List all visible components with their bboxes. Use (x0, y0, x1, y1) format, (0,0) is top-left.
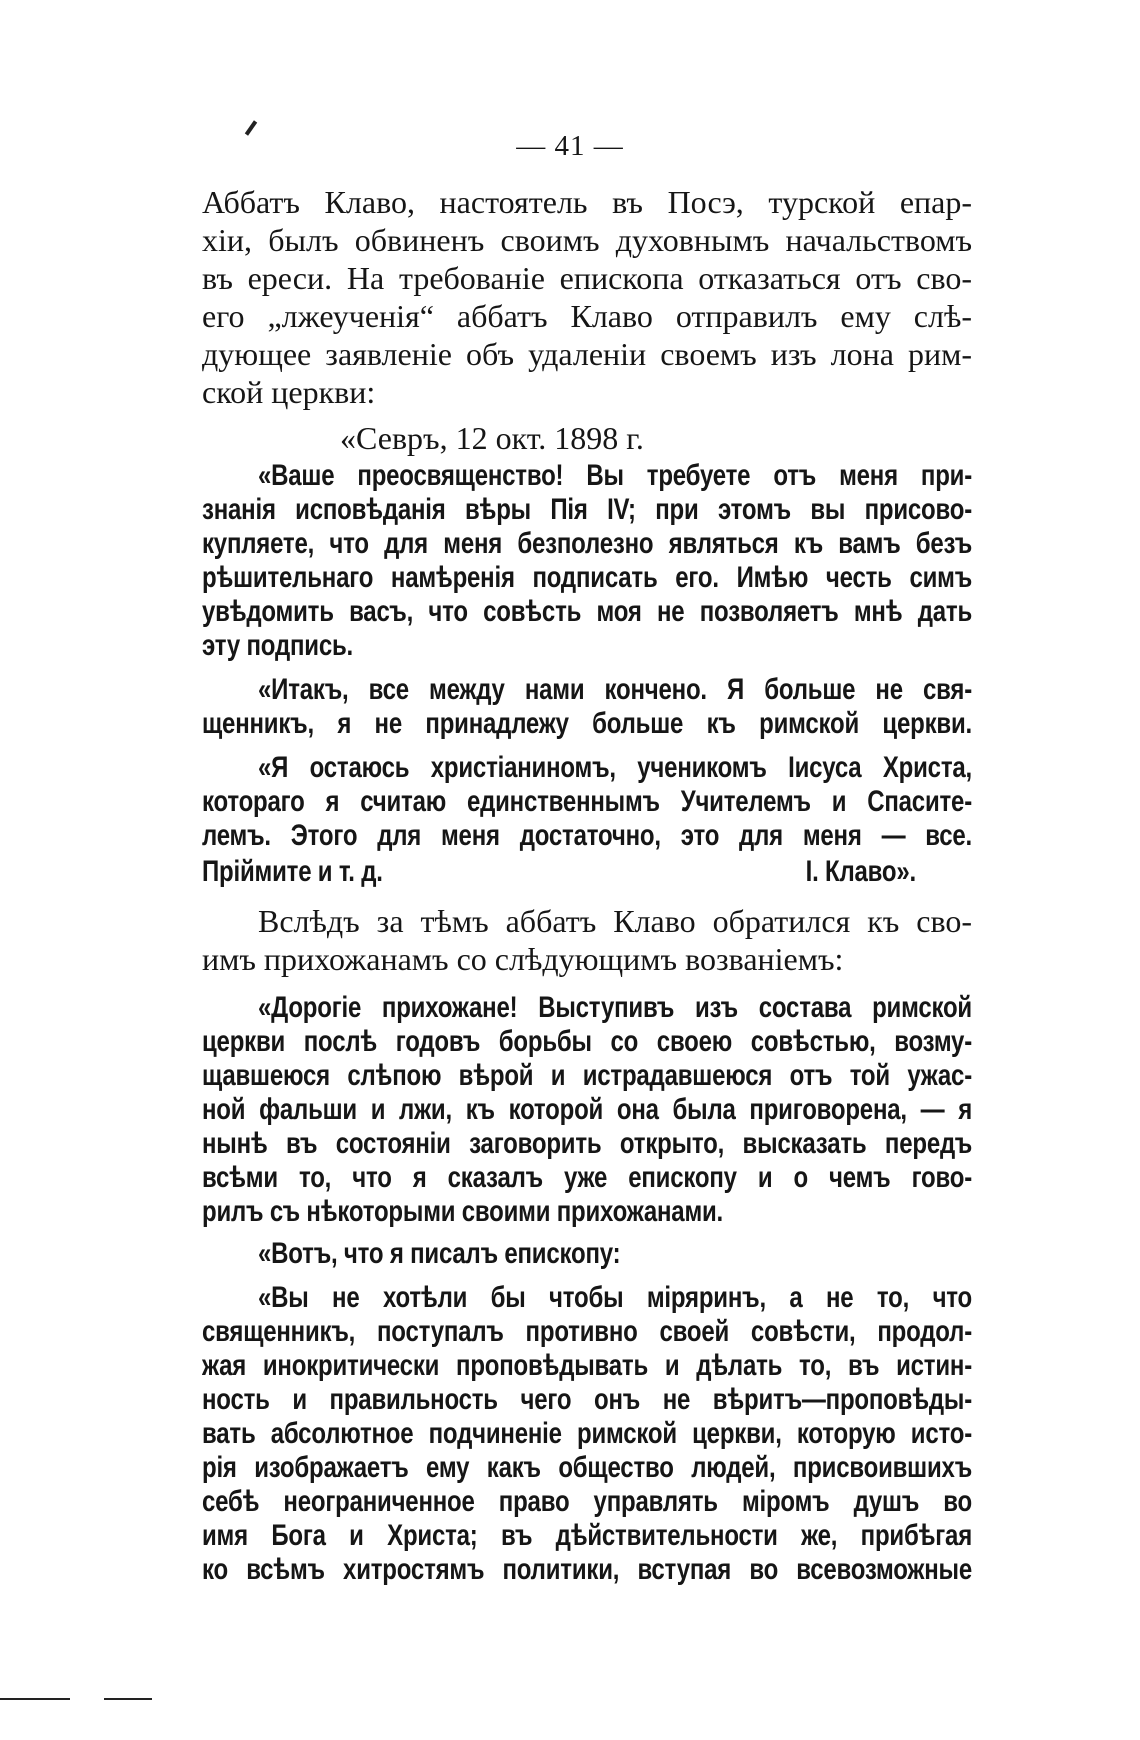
letter-p2-line-2: щенникъ, я не принадлежу больше къ римской церкви. (202, 708, 972, 741)
address-p3-line-9: ко всѣмъ хитростямъ политики, вступая во всевозможные (202, 1554, 972, 1587)
letter-p2-line-1: «Итакъ, все между нами кончено. Я больше не свя- (258, 674, 972, 707)
paragraph-2-line-1: Вслѣдъ за тѣмъ аббатъ Клаво обратился къ сво- (258, 904, 972, 939)
address-p3-line-5: вать абсолютное подчиненіе римской церкви, которую исто- (202, 1418, 972, 1451)
address-p3-line-6: рія изображаетъ ему какъ общество людей, присвоившихъ (202, 1452, 972, 1485)
address-p3-line-3: жая инокритически проповѣдывать и дѣлать то, въ истин- (202, 1350, 972, 1383)
address-p1-line-7: рилъ съ нѣкоторыми своими прихожанами. (202, 1196, 724, 1229)
address-p3-line-8: имя Бога и Христа; въ дѣйствительности же, прибѣгая (202, 1520, 972, 1553)
footer-scan-mark-right (104, 1698, 152, 1700)
address-p3-line-1: «Вы не хотѣли бы чтобы міряринъ, а не то, что (258, 1282, 972, 1315)
address-p1-line-5: нынѣ въ состояніи заговорить открыто, высказать передъ (202, 1128, 972, 1161)
paragraph-2-line-2: имъ прихожанамъ со слѣдующимъ возваніемъ: (202, 942, 844, 977)
paragraph-1-line-5: дующее заявленіе объ удаленіи своемъ изъ лона рим- (202, 337, 972, 372)
letter-p1-line-3: купляете, что для меня безполезно являться къ вамъ безъ (202, 528, 972, 561)
paragraph-1-line-6: ской церкви: (202, 375, 376, 410)
letter-date: «Севръ, 12 окт. 1898 г. (340, 421, 644, 456)
letter-p1-line-5: увѣдомить васъ, что совѣсть моя не позволяетъ мнѣ дать (202, 596, 972, 629)
letter-p1-line-2: знанія исповѣданія вѣры Пія IV; при этомъ вы присово- (202, 494, 972, 527)
address-p1-line-3: щавшеюся слѣпою вѣрой и истрадавшеюся отъ той ужас- (202, 1060, 972, 1093)
letter-p1-line-1: «Ваше преосвященство! Вы требуете отъ меня при- (258, 460, 972, 493)
letter-p1-line-6: эту подпись. (202, 630, 353, 663)
footer-scan-mark-left (0, 1698, 70, 1700)
address-p2-line-1: «Вотъ, что я писалъ епископу: (258, 1238, 621, 1271)
address-p1-line-4: ной фальши и лжи, къ которой она была приговорена, — я (202, 1094, 972, 1127)
paragraph-1-line-1: Аббатъ Клаво, настоятель въ Посэ, турской епар- (202, 185, 972, 220)
address-p3-line-7: себѣ неограниченное право управлять міромъ душъ во (202, 1486, 972, 1519)
paragraph-1-line-3: въ ереси. На требованіе епископа отказаться отъ сво- (202, 261, 972, 296)
address-p3-line-4: ность и правильность чего онъ не вѣритъ—проповѣды- (202, 1384, 972, 1417)
letter-p3-line-1: «Я остаюсь христіаниномъ, ученикомъ Іисуса Христа, (258, 752, 972, 785)
address-p1-line-2: церкви послѣ годовъ борьбы со своею совѣстью, возму- (202, 1026, 972, 1059)
letter-closing-line (202, 856, 972, 899)
paragraph-1-line-2: хіи, былъ обвиненъ своимъ духовнымъ начальствомъ (202, 223, 972, 258)
address-p1-line-1: «Дорогіе прихожане! Выступивъ изъ состава римской (258, 992, 972, 1025)
letter-signature: І. Клаво». (805, 856, 916, 889)
letter-p3-line-3: лемъ. Этого для меня достаточно, это для меня — все. (202, 820, 972, 853)
letter-p1-line-4: рѣшительнаго намѣренія подписать его. Имѣю честь симъ (202, 562, 972, 595)
paragraph-1-line-4: его „лжеученія“ аббатъ Клаво отправилъ ему слѣ- (202, 299, 972, 334)
letter-closing: Пріймите и т. д. (202, 856, 383, 889)
address-p1-line-6: всѣми то, что я сказалъ уже епископу и о чемъ гово- (202, 1162, 972, 1195)
letter-p3-line-2: котораго я считаю единственнымъ Учителемъ и Спасите- (202, 786, 972, 819)
page-number: — 41 — (516, 130, 624, 162)
address-p3-line-2: священникъ, поступалъ противно своей совѣсти, продол- (202, 1316, 972, 1349)
